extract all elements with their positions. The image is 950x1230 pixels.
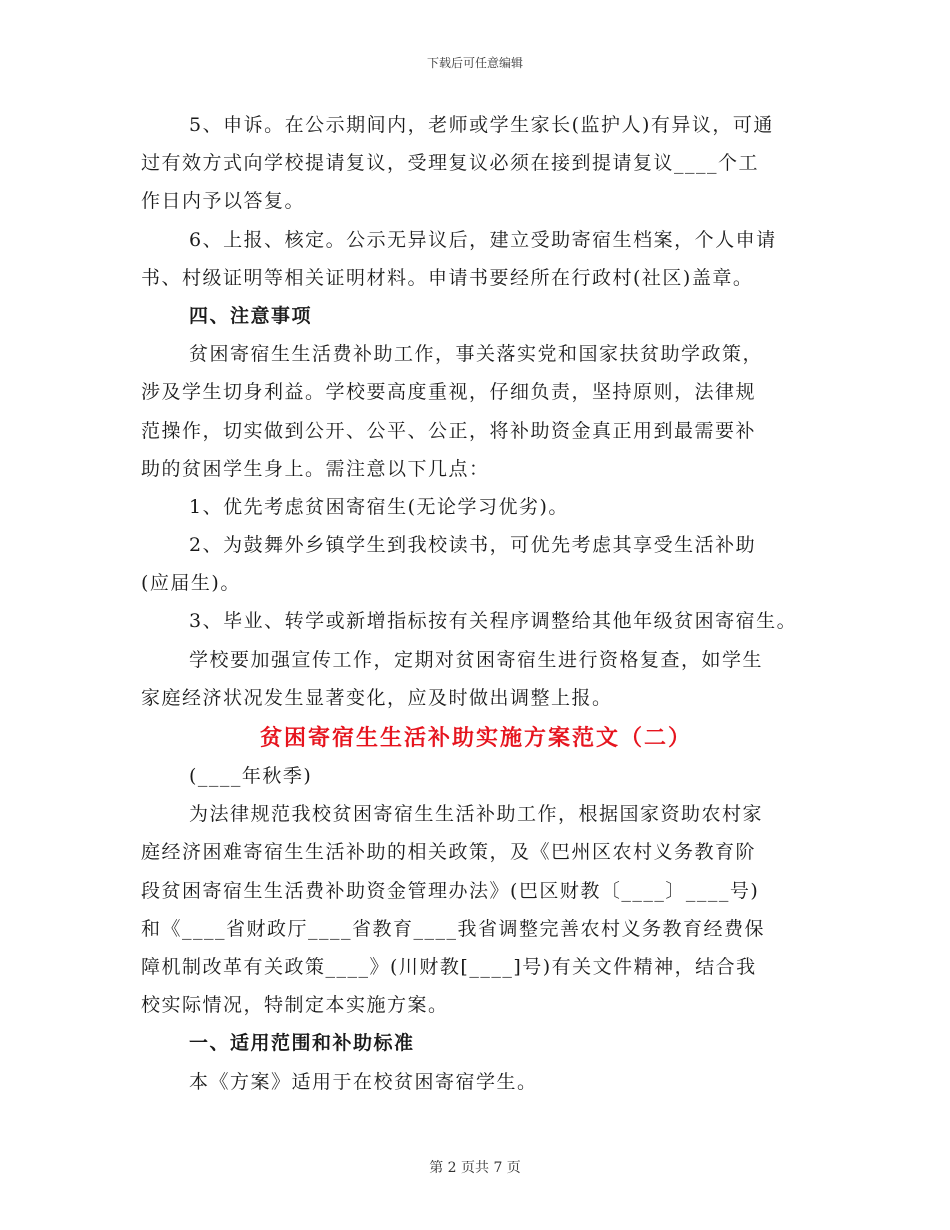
paragraph-line: 和《____省财政厅____省教育____我省调整完善农村义务教育经费保 xyxy=(141,917,766,940)
paragraph-line: 段贫困寄宿生生活费补助资金管理办法》(巴区财教〔____〕____号) xyxy=(141,879,760,902)
document-body xyxy=(141,112,811,1107)
paragraph-line: 书、村级证明等相关证明材料。申请书要经所在行政村(社区)盖章。 xyxy=(141,266,754,289)
section-heading: 一、适用范围和补助标准 xyxy=(189,1032,415,1055)
paragraph-line: 本《方案》适用于在校贫困寄宿学生。 xyxy=(189,1070,538,1093)
paragraph-line: 障机制改革有关政策____》(川财教[____]号)有关文件精神，结合我 xyxy=(141,955,757,978)
paragraph-line: (应届生)。 xyxy=(141,572,241,595)
page-footer: 第 2 页共 7 页 xyxy=(429,1160,521,1176)
paragraph-line: 学校要加强宣传工作，定期对贫困寄宿生进行资格复查，如学生 xyxy=(189,648,764,671)
paragraph-line: 范操作，切实做到公开、公平、公正，将补助资金真正用到最需要补 xyxy=(141,419,757,442)
paragraph-line: 涉及学生切身利益。学校要高度重视，仔细负责，坚持原则，法律规 xyxy=(141,381,757,404)
paragraph-line: 家庭经济状况发生显著变化，应及时做出调整上报。 xyxy=(141,686,613,709)
list-item: 2、为鼓舞外乡镇学生到我校读书，可优先考虑其享受生活补助 xyxy=(189,534,757,557)
subtitle-line: (____年秋季) xyxy=(189,765,313,787)
paragraph-line: 过有效方式向学校提请复议，受理复议必须在接到提请复议____个工 xyxy=(141,152,760,175)
paragraph-line: 5、申诉。在公示期间内，老师或学生家长(监护人)有异议，可通 xyxy=(189,114,774,136)
document-title: 贫困寄宿生生活补助实施方案范文（二） xyxy=(259,725,692,751)
paragraph-line: 贫困寄宿生生活费补助工作，事关落实党和国家扶贫助学政策， xyxy=(189,343,764,366)
paragraph-line: 6、上报、核定。公示无异议后，建立受助寄宿生档案，个人申请 xyxy=(189,228,777,251)
list-item: 3、毕业、转学或新增指标按有关程序调整给其他年级贫困寄宿生。 xyxy=(189,610,798,633)
section-heading: 四、注意事项 xyxy=(189,304,313,327)
page-header: 下载后可任意编辑 xyxy=(426,56,523,70)
paragraph-line: 校实际情况，特制定本实施方案。 xyxy=(141,994,449,1017)
paragraph-line: 作日内予以答复。 xyxy=(141,190,306,213)
paragraph-line: 助的贫困学生身上。需注意以下几点： xyxy=(141,457,490,480)
paragraph-line: 为法律规范我校贫困寄宿生生活补助工作，根据国家资助农村家 xyxy=(189,803,764,826)
paragraph-line: 庭经济困难寄宿生生活补助的相关政策，及《巴州区农村义务教育阶 xyxy=(141,841,757,864)
list-item: 1、优先考虑贫困寄宿生(无论学习优劣)。 xyxy=(189,495,569,518)
